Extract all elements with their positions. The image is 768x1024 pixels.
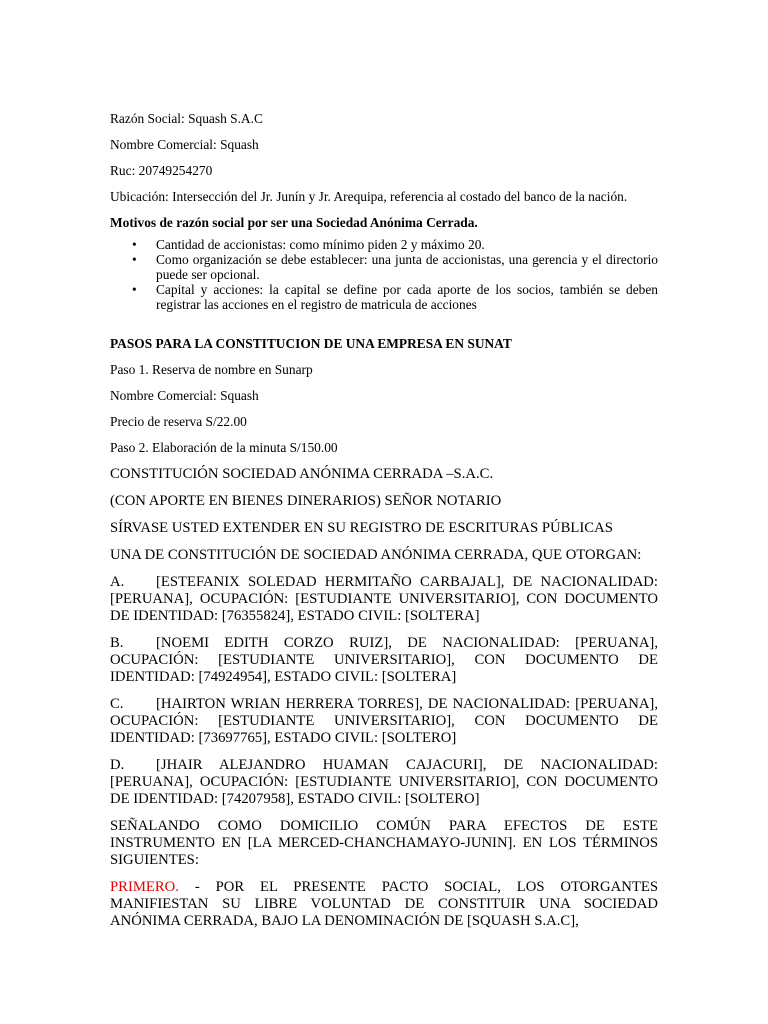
paso1-line: Paso 1. Reserva de nombre en Sunarp	[110, 362, 313, 377]
nombre-comercial-line: Nombre Comercial: Squash	[110, 137, 259, 152]
minuta-request: SÍRVASE USTED EXTENDER EN SU REGISTRO DE ESCRITURAS PÚBLICAS	[110, 520, 613, 536]
pasos-heading: PASOS PARA LA CONSTITUCION DE UNA EMPRESA EN SUNAT	[110, 336, 512, 351]
party-c: C. [HAIRTON WRIAN HERRERA TORRES], DE NACIONALIDAD: [PERUANA], OCUPACIÓN: [ESTUDIANTE UNIVERSITARIO], CON DOCUMENTO DE IDENTIDAD: [73697765], ESTADO CIVIL: [SOLTERO]	[110, 696, 658, 746]
ruc-line: Ruc: 20749254270	[110, 163, 213, 178]
party-d: D. [JHAIR ALEJANDRO HUAMAN CAJACURI], DE NACIONALIDAD: [PERUANA], OCUPACIÓN: [ESTUDIANTE UNIVERSITARIO], CON DOCUMENTO DE IDENTIDAD: [74207958], ESTADO CIVIL: [SOLTERO]	[110, 757, 658, 807]
motivos-list	[110, 237, 658, 312]
motivos-heading: Motivos de razón social por ser una Sociedad Anónima Cerrada.	[110, 215, 478, 230]
paso2-line: Paso 2. Elaboración de la minuta S/150.00	[110, 440, 338, 455]
list-item: • Cantidad de accionistas: como mínimo piden 2 y máximo 20.	[132, 237, 485, 252]
party-a: A. [ESTEFANIX SOLEDAD HERMITAÑO CARBAJAL], DE NACIONALIDAD: [PERUANA], OCUPACIÓN: [ESTUDIANTE UNIVERSITARIO], CON DOCUMENTO DE IDENTIDAD: [76355824], ESTADO CIVIL: [SOLTERA]	[110, 574, 658, 624]
precio-line: Precio de reserva S/22.00	[110, 414, 247, 429]
list-item: • Capital y acciones: la capital se define por cada aporte de los socios, también se deben registrar las acciones en el registro de matricula de acciones	[132, 282, 658, 312]
minuta-intro: UNA DE CONSTITUCIÓN DE SOCIEDAD ANÓNIMA CERRADA, QUE OTORGAN:	[110, 547, 642, 563]
domicilio-paragraph: SEÑALANDO COMO DOMICILIO COMÚN PARA EFECTOS DE ESTE INSTRUMENTO EN [LA MERCED-CHANCHAMAYO-JUNIN]. EN LOS TÉRMINOS SIGUIENTES:	[110, 818, 658, 868]
bullet-icon: •	[132, 282, 137, 297]
document-page	[110, 111, 658, 940]
bullet-icon: •	[132, 252, 137, 267]
party-b: B. [NOEMI EDITH CORZO RUIZ], DE NACIONALIDAD: [PERUANA], OCUPACIÓN: [ESTUDIANTE UNIVERSITARIO], CON DOCUMENTO DE IDENTIDAD: [74924954], ESTADO CIVIL: [SOLTERA]	[110, 635, 658, 685]
minuta-title: CONSTITUCIÓN SOCIEDAD ANÓNIMA CERRADA –S.A.C.	[110, 466, 494, 482]
razon-social-line: Razón Social: Squash S.A.C	[110, 111, 263, 126]
list-item: • Como organización se debe establecer: una junta de accionistas, una gerencia y el directorio puede ser opcional.	[132, 252, 658, 282]
bullet-icon: •	[132, 237, 137, 252]
nombre-comercial-line-2: Nombre Comercial: Squash	[110, 388, 259, 403]
primero-paragraph	[110, 879, 658, 930]
primero-label: PRIMERO.	[110, 879, 179, 895]
ubicacion-line: Ubicación: Intersección del Jr. Junín y Jr. Arequipa, referencia al costado del banco de la nación.	[110, 189, 628, 204]
minuta-subtitle: (CON APORTE EN BIENES DINERARIOS) SEÑOR NOTARIO	[110, 493, 502, 509]
primero-text: - POR EL PRESENTE PACTO SOCIAL, LOS OTORGANTES MANIFIESTAN SU LIBRE VOLUNTAD DE CONSTITUIR UNA SOCIEDAD ANÓNIMA CERRADA, BAJO LA DENOMINACIÓN DE [SQUASH S.A.C],	[110, 879, 658, 929]
